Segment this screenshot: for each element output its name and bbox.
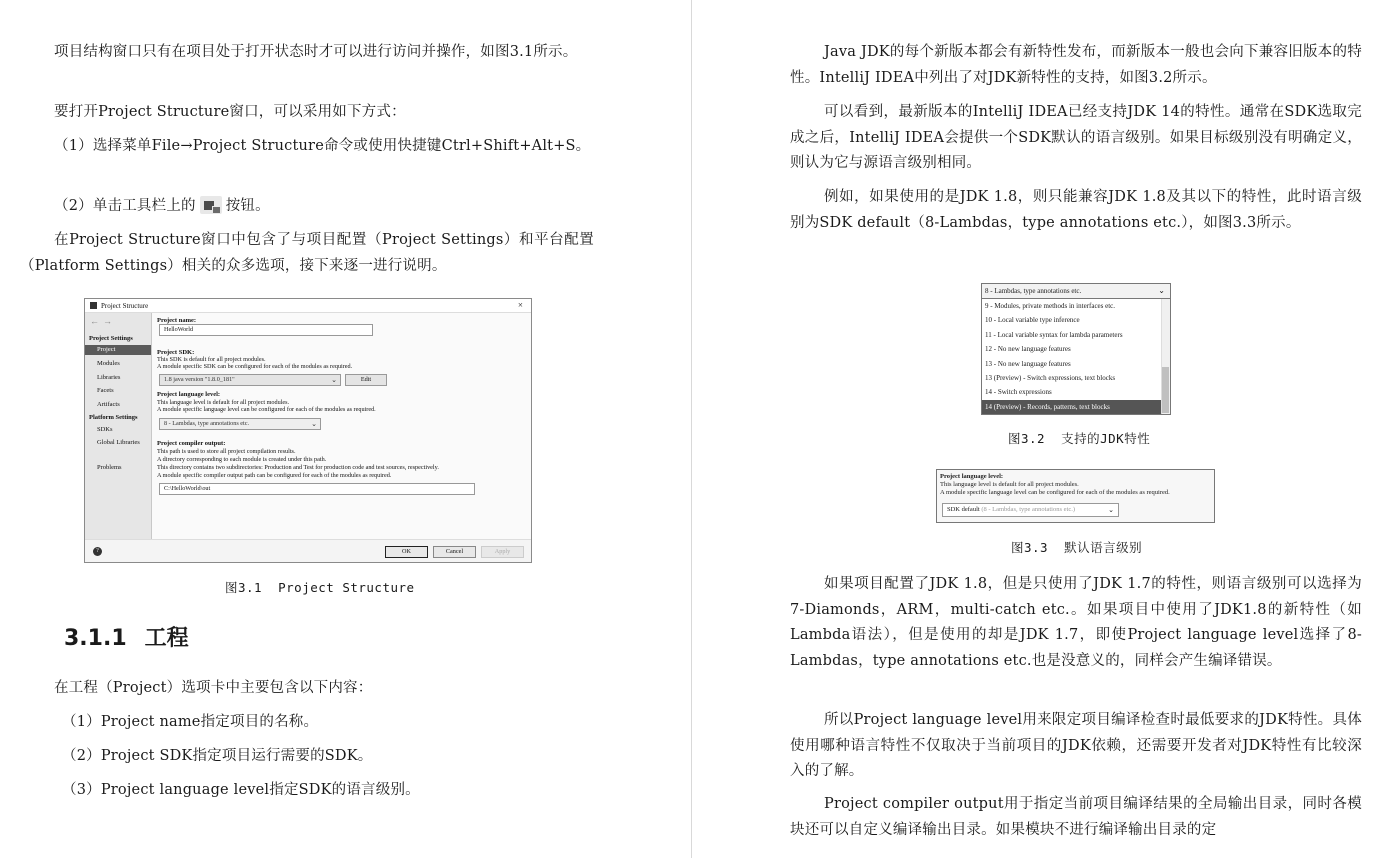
sdk-select-value: 1.8 java version "1.8.0_181" <box>164 376 235 383</box>
figure-3-3-caption: 图3.3 默认语言级别 <box>1011 540 1143 555</box>
right-paragraph-6: Project compiler output用于指定当前项目编译结果的全局输出目录，同时各模块还可以自定义编译输出目录。如果模块不进行编译输出目录的定 <box>790 796 1362 838</box>
chevron-down-icon: ⌄ <box>331 376 337 384</box>
nav-arrows-icon[interactable]: ←→ <box>90 316 116 326</box>
right-paragraph-1: Java JDK的每个新版本都会有新特性发布，而新版本一般也会向下兼容旧版本的特性。IntelliJ IDEA中列出了对JDK新特性的支持，如图3.2所示。 <box>790 44 1362 86</box>
section-heading <box>64 621 207 652</box>
app-icon <box>90 302 97 309</box>
output-desc-4: A module specific compiler output path can be configured for each of the modules as required. <box>157 472 392 479</box>
paragraph-1: 项目结构窗口只有在项目处于打开状态时才可以进行访问并操作，如图3.1所示。 <box>54 44 578 60</box>
sidebar-item-libraries[interactable]: Libraries <box>97 374 121 381</box>
page-gutter <box>691 0 692 858</box>
chevron-down-icon: ⌄ <box>1108 506 1114 514</box>
right-paragraph-3: 例如，如果使用的是JDK 1.8，则只能兼容JDK 1.8及其以下的特性，此时语言级别为SDK default（8-Lambdas，type annotations etc.），如图3.3所示。 <box>790 189 1362 231</box>
right-paragraph-2: 可以看到，最新版本的IntelliJ IDEA已经支持JDK 14的特性。通常在SDK选取完成之后，IntelliJ IDEA会提供一个SDK默认的语言级别。如果目标级别没有明确定义，则认为它与源语言级别相同。 <box>790 104 1362 171</box>
sidebar-item-sdks[interactable]: SDKs <box>97 426 113 433</box>
section-number: 3.1.1 <box>64 626 127 651</box>
dropdown-option[interactable]: 12 - No new language features <box>985 345 1071 354</box>
paragraph-4 <box>20 194 594 220</box>
chevron-down-icon: ⌄ <box>1158 286 1165 295</box>
language-desc-2: A module specific language level can be configured for each of the modules as required. <box>157 406 376 413</box>
sidebar-item-facets[interactable]: Facets <box>97 387 114 394</box>
sidebar-item-artifacts[interactable]: Artifacts <box>97 401 120 408</box>
dropdown-selected-value: 8 - Lambdas, type annotations etc. <box>985 287 1082 295</box>
output-desc-3: This directory contains two subdirectories: Production and Test for production code and test sources, respectively. <box>157 464 439 471</box>
compiler-output-label: Project compiler output: <box>157 440 226 447</box>
compiler-output-input[interactable]: C:\HelloWorld\out <box>159 483 475 495</box>
dropdown-option[interactable]: 14 - Switch expressions <box>985 388 1052 397</box>
dropdown-option[interactable]: 13 (Preview) - Switch expressions, text blocks <box>985 373 1116 382</box>
list-item-1: （1）Project name指定项目的名称。 <box>62 714 319 730</box>
language-level-dropdown <box>981 283 1171 415</box>
right-paragraph-5: 所以Project language level用来限定项目编译检查时最低要求的JDK特性。具体使用哪种语言特性不仅取决于当前项目的JDK依赖，还需要开发者对JDK特性有比较深入的了解。 <box>790 712 1362 779</box>
dialog-title: Project Structure <box>101 302 149 310</box>
scrollbar-thumb[interactable] <box>1162 367 1169 413</box>
dropdown-option[interactable]: 11 - Local variable syntax for lambda parameters <box>985 330 1123 339</box>
project-structure-toolbar-icon <box>200 196 222 214</box>
dropdown-scrollbar[interactable] <box>1161 299 1170 415</box>
chevron-down-icon: ⌄ <box>311 420 317 428</box>
dropdown-selected[interactable] <box>982 284 1170 299</box>
list-item-2: （2）Project SDK指定项目运行需要的SDK。 <box>62 748 373 764</box>
sidebar-section-project-settings: Project Settings <box>89 335 133 342</box>
level-label: Project language level: <box>940 473 1004 480</box>
sidebar-section-platform-settings: Platform Settings <box>89 414 138 421</box>
project-name-label: Project name: <box>157 317 197 324</box>
project-sdk-label: Project SDK: <box>157 349 195 356</box>
level-select-value: SDK default <box>947 506 980 513</box>
list-item-3: （3）Project language level指定SDK的语言级别。 <box>62 782 420 798</box>
right-page <box>693 0 1400 858</box>
paragraph-4-before: （2）单击工具栏上的 <box>54 198 196 214</box>
project-name-input[interactable]: HelloWorld <box>159 324 373 336</box>
dropdown-option-highlighted[interactable]: 14 (Preview) - Records, patterns, text blocks <box>982 400 1163 414</box>
apply-button[interactable]: Apply <box>481 546 524 558</box>
dropdown-option[interactable]: 13 - No new language features <box>985 359 1071 368</box>
paragraph-4-after: 按钮。 <box>225 198 270 214</box>
ok-button[interactable]: OK <box>385 546 428 558</box>
paragraph-2: 要打开Project Structure窗口，可以采用如下方式： <box>54 104 406 120</box>
sidebar-item-problems[interactable]: Problems <box>97 464 122 471</box>
level-desc-2: A module specific language level can be configured for each of the modules as required. <box>940 489 1170 496</box>
paragraph-3: （1）选择菜单File→Project Structure命令或使用快捷键Ctrl+Shift+Alt+S。 <box>54 138 591 154</box>
sdk-select[interactable] <box>159 374 341 386</box>
dialog-sidebar <box>85 313 152 539</box>
sidebar-item-modules[interactable]: Modules <box>97 360 120 367</box>
language-level-label: Project language level: <box>157 391 221 398</box>
figure-3-2-caption: 图3.2 支持的JDK特性 <box>1008 431 1151 446</box>
output-desc-1: This path is used to store all project compilation results. <box>157 448 296 455</box>
level-desc-1: This language level is default for all project modules. <box>940 481 1079 488</box>
level-select-dim-value: (8 - Lambdas, type annotations etc.) <box>981 506 1075 513</box>
paragraph-6: 在工程（Project）选项卡中主要包含以下内容： <box>54 680 373 696</box>
project-structure-dialog <box>84 298 532 563</box>
help-icon[interactable]: ? <box>93 547 102 556</box>
sdk-desc-1: This SDK is default for all project modules. <box>157 356 266 363</box>
dialog-footer <box>85 539 531 563</box>
output-desc-2: A directory corresponding to each module is created under this path. <box>157 456 327 463</box>
dialog-title-bar <box>85 299 531 313</box>
sidebar-item-global-libraries[interactable]: Global Libraries <box>97 439 140 446</box>
sdk-desc-2: A module specific SDK can be configured for each of the modules as required. <box>157 363 353 370</box>
default-language-level-panel <box>936 469 1215 523</box>
close-icon[interactable]: × <box>517 300 523 310</box>
right-paragraph-4: 如果项目配置了JDK 1.8，但是只使用了JDK 1.7的特性，则语言级别可以选择为7-Diamonds，ARM，multi-catch etc.。如果项目中使用了JDK1.8的新特性（如Lambda语法），但是使用的却是JDK 1.7，即使Project language level选择了8-Lambdas，type annotations etc.也是没意义的，同样会产生编译错误。 <box>790 576 1362 669</box>
language-level-value: 8 - Lambdas, type annotations etc. <box>164 420 250 427</box>
sidebar-item-project[interactable]: Project <box>85 345 151 355</box>
figure-3-1-caption: 图3.1 Project Structure <box>225 580 415 595</box>
dropdown-option[interactable]: 10 - Local variable type inference <box>985 316 1080 325</box>
language-desc-1: This language level is default for all project modules. <box>157 399 290 406</box>
language-level-select[interactable] <box>159 418 321 430</box>
cancel-button[interactable]: Cancel <box>433 546 476 558</box>
paragraph-5: 在Project Structure窗口中包含了与项目配置（Project Settings）和平台配置（Platform Settings）相关的众多选项，接下来逐一进行说明。 <box>20 232 594 274</box>
dropdown-list <box>982 299 1163 414</box>
section-title: 工程 <box>144 626 189 651</box>
edit-sdk-button[interactable]: Edit <box>345 374 387 386</box>
dropdown-option[interactable]: 9 - Modules, private methods in interfaces etc. <box>985 302 1116 310</box>
level-select[interactable] <box>942 503 1119 517</box>
